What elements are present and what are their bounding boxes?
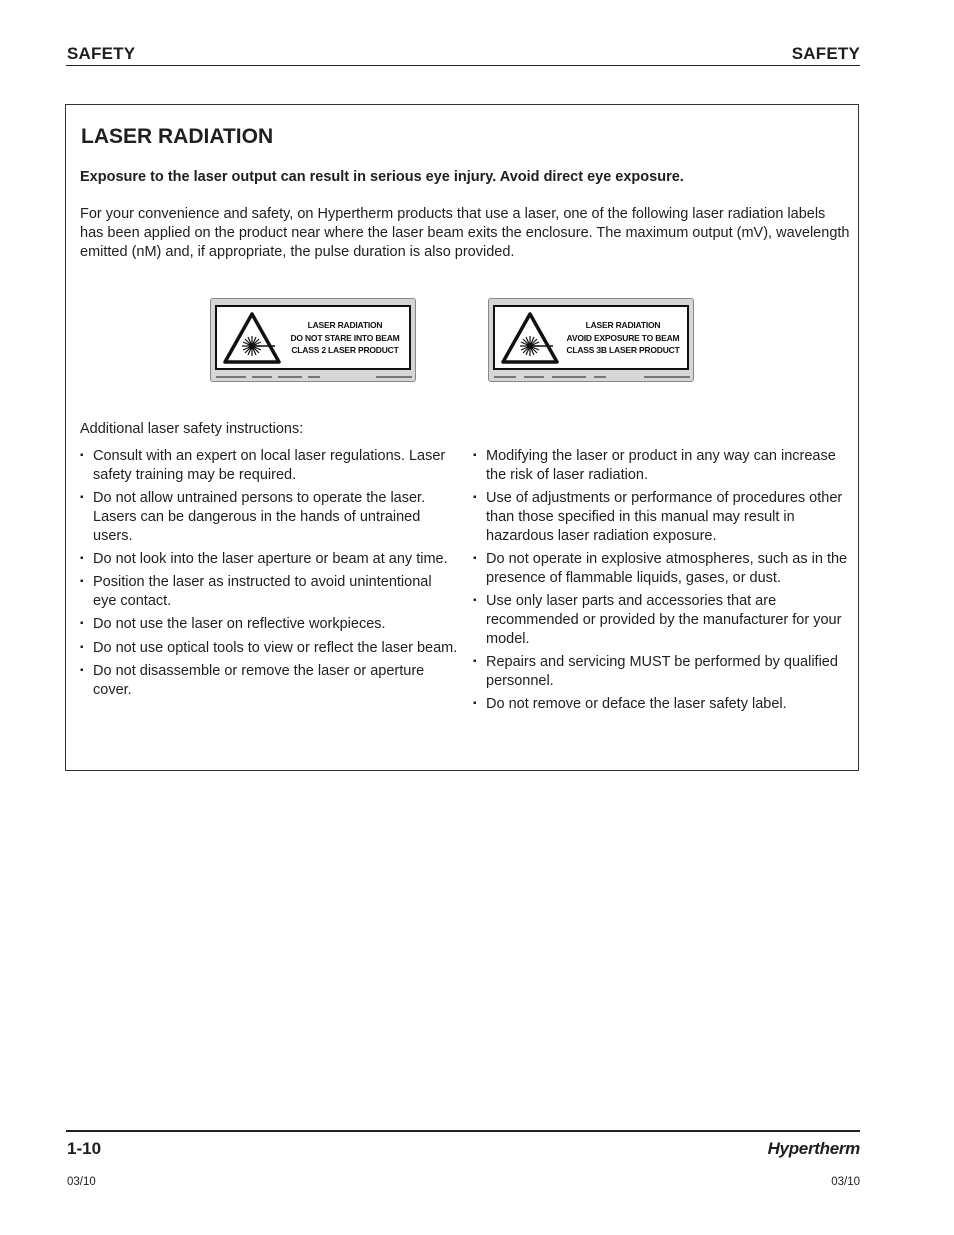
list-item: ▪ Position the laser as instructed to avoid unintentional eye contact. (80, 573, 458, 611)
list-item: ▪ Do not allow untrained persons to operate the laser. Lasers can be dangerous in the hands of untrained users. (80, 489, 458, 545)
laser-label-text: LASER RADIATION DO NOT STARE INTO BEAM CLASS 2 LASER PRODUCT (290, 320, 400, 355)
list-item: ▪ Do not operate in explosive atmospheres, such as in the presence of flammable liquids, gases, or dust. (473, 550, 851, 588)
list-item: ▪ Use of adjustments or performance of procedures other than those specified in this manual may result in hazardous laser radiation exposure. (473, 489, 851, 545)
list-item: ▪ Modifying the laser or product in any way can increase the risk of laser radiation. (473, 447, 851, 485)
safety-list-right (473, 447, 851, 718)
laser-label-class-2 (210, 298, 416, 382)
additional-instructions-heading: Additional laser safety instructions: (80, 421, 304, 437)
list-item: ▪ Do not look into the laser aperture or beam at any time. (80, 550, 458, 569)
list-item: ▪ Do not disassemble or remove the laser or aperture cover. (80, 662, 458, 700)
section-title: LASER RADIATION (81, 125, 274, 148)
label-fine-print (216, 374, 412, 380)
list-item: ▪ Do not remove or deface the laser safety label. (473, 695, 851, 714)
label-fine-print (494, 374, 690, 380)
list-item: ▪ Repairs and servicing MUST be performed by qualified personnel. (473, 653, 851, 691)
safety-list-left (80, 447, 458, 704)
laser-radiation-panel (65, 104, 859, 771)
laser-label-text: LASER RADIATION AVOID EXPOSURE TO BEAM CLASS 3B LASER PRODUCT (566, 320, 680, 355)
list-item: ▪ Use only laser parts and accessories that are recommended or provided by the manufacturer for your model. (473, 592, 851, 648)
intro-paragraph: For your convenience and safety, on Hypertherm products that use a laser, one of the following laser radiation labels has been applied on the product near where the laser beam exits the enclosure. The maximum output (mV), wavelength emitted (nM) and, if appropriate, the pulse duration is also provided. (80, 206, 850, 260)
list-item: ▪ Do not use the laser on reflective workpieces. (80, 615, 458, 634)
laser-warning-icon (223, 312, 281, 364)
warning-text: Exposure to the laser output can result in serious eye injury. Avoid direct eye exposure. (80, 169, 684, 185)
revision-date-left: 03/10 (67, 1176, 96, 1188)
header-section-right: SAFETY (791, 44, 860, 63)
laser-label-class-3b (488, 298, 694, 382)
brand-logo: Hypertherm (767, 1139, 860, 1158)
header-section-left: SAFETY (67, 44, 136, 63)
list-item: ▪ Do not use optical tools to view or reflect the laser beam. (80, 639, 458, 658)
laser-warning-icon (501, 312, 559, 364)
page-number: 1-10 (67, 1139, 102, 1158)
list-item: ▪ Consult with an expert on local laser regulations. Laser safety training may be required. (80, 447, 458, 485)
footer-divider (66, 1130, 860, 1132)
header-divider (66, 65, 860, 66)
revision-date-right: 03/10 (831, 1176, 860, 1188)
